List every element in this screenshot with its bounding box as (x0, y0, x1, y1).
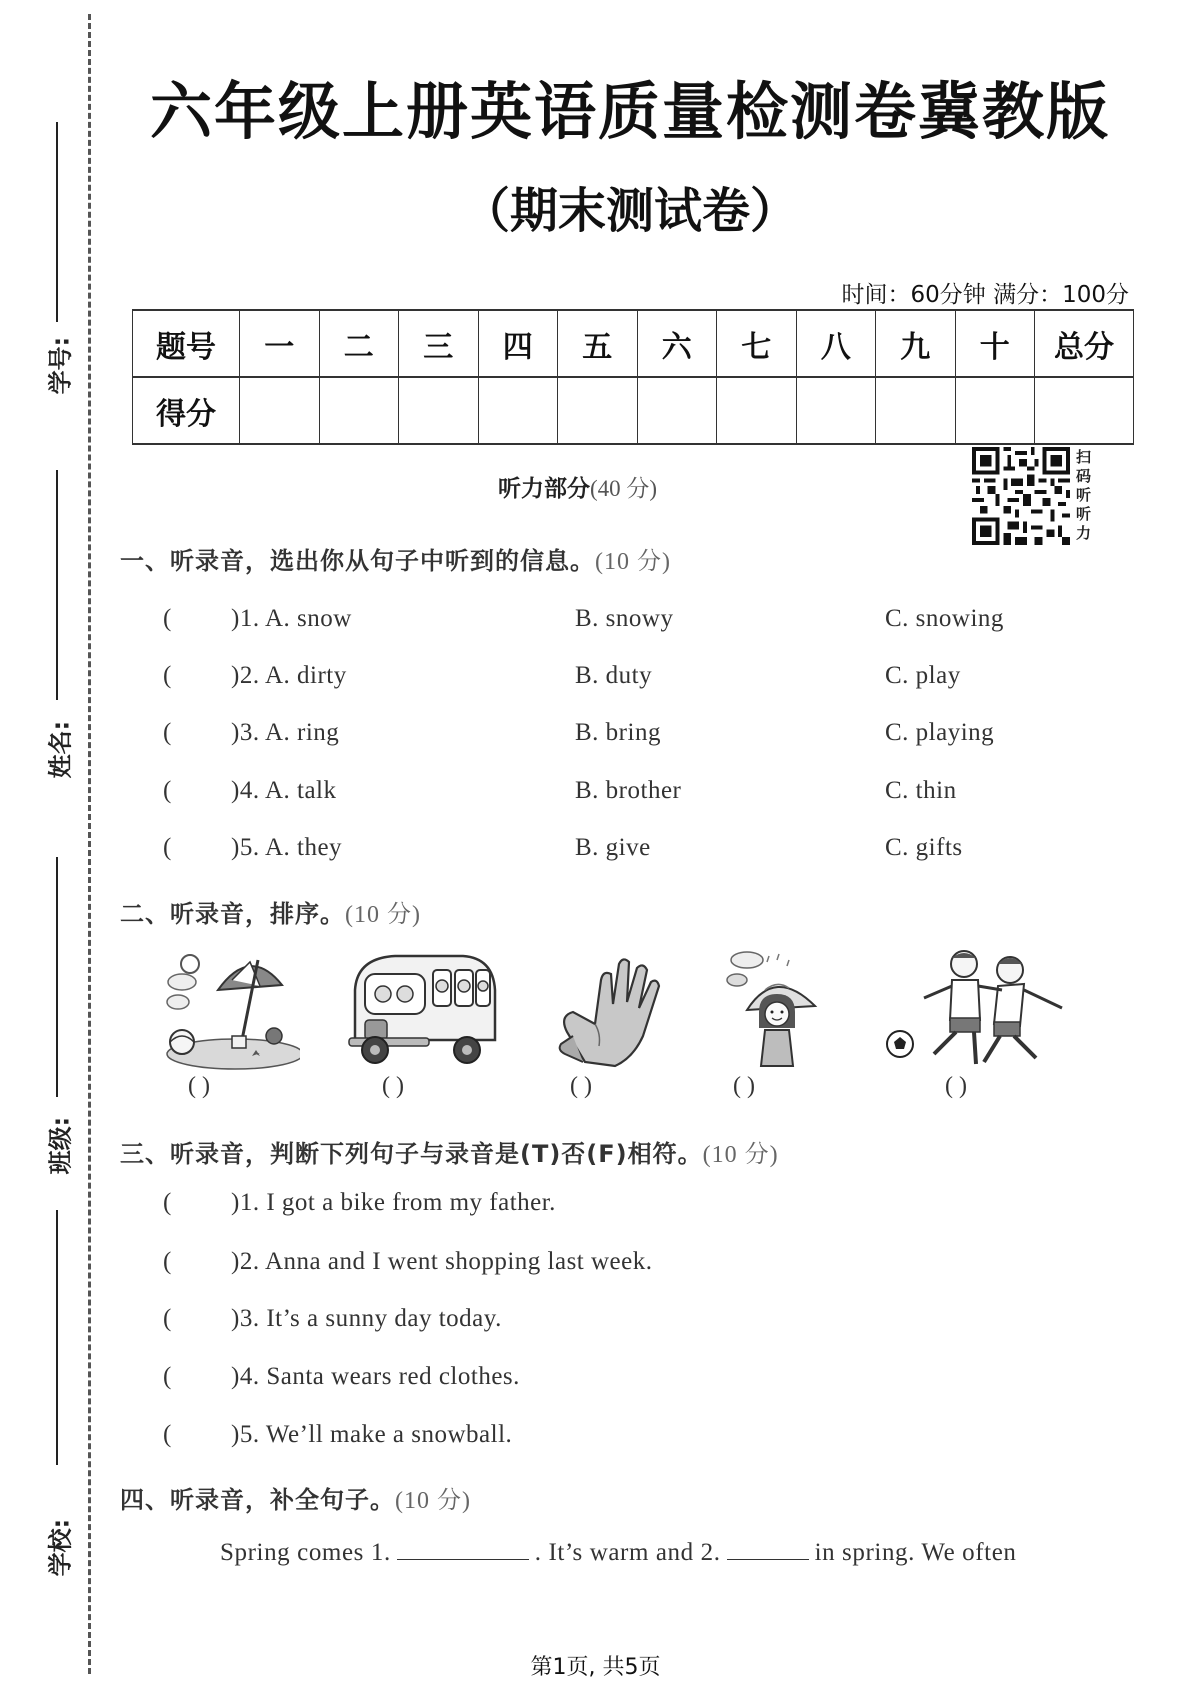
statement-text: )4. Santa wears red clothes. (231, 1363, 520, 1390)
score-cell-total[interactable] (1035, 377, 1134, 444)
statement-text: )3. It’s a sunny day today. (231, 1305, 502, 1332)
picture-3-answer[interactable]: ( ) (570, 1073, 592, 1099)
option-a: )2. A. dirty (231, 662, 347, 689)
section-1-question-2 (0, 662, 1191, 698)
score-cell-10[interactable] (955, 377, 1035, 444)
blank-2-input[interactable] (727, 1537, 809, 1560)
option-b: B. duty (575, 662, 653, 689)
score-cell-2[interactable] (319, 377, 399, 444)
answer-paren[interactable]: ( (163, 1305, 172, 1332)
time-and-score-info: 时间：60分钟 满分：100分 (841, 282, 1129, 308)
answer-paren[interactable]: ( (163, 1421, 172, 1448)
option-c: C. playing (885, 719, 995, 746)
answer-paren[interactable]: ( (163, 1248, 172, 1275)
score-cell-1[interactable] (240, 377, 320, 444)
answer-paren[interactable]: ( (163, 605, 172, 632)
beach-umbrella-icon (160, 950, 300, 1070)
section-2-heading-text: 二、听录音，排序。 (120, 900, 345, 928)
section-2-points: (10 分) (345, 902, 421, 928)
answer-paren[interactable]: ( (163, 1189, 172, 1216)
option-b: B. snowy (575, 605, 674, 632)
student-id-label: 学号: (46, 336, 75, 395)
section-1-heading-text: 一、听录音，选出你从句子中听到的信息。 (120, 547, 595, 575)
column-4: 四 (478, 310, 558, 377)
option-c: C. snowing (885, 605, 1004, 632)
qr-caption: 扫码听听力 (1076, 448, 1092, 542)
section-4-heading-text: 四、听录音，补全句子。 (120, 1486, 395, 1514)
column-total: 总分 (1035, 310, 1134, 377)
option-a: )4. A. talk (231, 777, 337, 804)
column-8: 八 (796, 310, 876, 377)
section-3-heading-text: 三、听录音，判断下列句子与录音是(T)否(F)相符。 (120, 1140, 703, 1168)
section-4-heading (120, 1480, 471, 1515)
picture-4-answer[interactable]: ( ) (733, 1073, 755, 1099)
answer-paren[interactable]: ( (163, 777, 172, 804)
listening-points: (40 分) (590, 476, 658, 501)
option-b: B. brother (575, 777, 682, 804)
section-3-question-5 (0, 1421, 1191, 1457)
class-label: 班级: (46, 1116, 75, 1175)
section-1-question-4 (0, 777, 1191, 813)
score-cell-8[interactable] (796, 377, 876, 444)
row-header-question-number: 题号 (133, 310, 240, 377)
cloze-part-1: Spring comes 1. (220, 1539, 391, 1566)
score-cell-6[interactable] (637, 377, 717, 444)
section-1-heading (120, 541, 671, 576)
cloze-passage (220, 1537, 1017, 1567)
statement-text: )2. Anna and I went shopping last week. (231, 1248, 653, 1275)
option-a: )5. A. they (231, 834, 343, 861)
section-1-question-3 (0, 719, 1191, 755)
section-3-question-1 (0, 1189, 1191, 1225)
picture-2-answer[interactable]: ( ) (382, 1073, 404, 1099)
listening-title-text: 听力部分 (498, 476, 590, 502)
section-3-question-3 (0, 1305, 1191, 1341)
column-9: 九 (876, 310, 956, 377)
option-c: C. play (885, 662, 961, 689)
boys-football-icon (880, 950, 1080, 1070)
class-line (56, 857, 58, 1097)
picture-1-answer[interactable]: ( ) (188, 1073, 210, 1099)
statement-text: )1. I got a bike from my father. (231, 1189, 556, 1216)
gloves-icon (555, 950, 665, 1070)
name-label: 姓名: (46, 720, 75, 779)
option-a: )3. A. ring (231, 719, 340, 746)
section-2-heading (120, 894, 421, 929)
score-cell-3[interactable] (399, 377, 479, 444)
column-1: 一 (240, 310, 320, 377)
section-3-question-4 (0, 1363, 1191, 1399)
score-cell-7[interactable] (717, 377, 797, 444)
option-b: B. give (575, 834, 651, 861)
column-2: 二 (319, 310, 399, 377)
column-6: 六 (637, 310, 717, 377)
option-c: C. thin (885, 777, 957, 804)
section-3-points: (10 分) (702, 1142, 779, 1168)
cloze-part-3: in spring. We often (814, 1539, 1017, 1566)
exam-subtitle: （期末测试卷） (461, 183, 798, 239)
column-10: 十 (955, 310, 1035, 377)
row-header-score: 得分 (133, 377, 240, 444)
section-4-points: (10 分) (395, 1488, 471, 1514)
cloze-part-2: . It’s warm and 2. (534, 1539, 721, 1566)
score-row (133, 377, 1134, 444)
answer-paren[interactable]: ( (163, 719, 172, 746)
statement-text: )5. We’ll make a snowball. (231, 1421, 513, 1448)
listening-part-title (498, 470, 657, 503)
option-a: )1. A. snow (231, 605, 352, 632)
school-bus-icon (345, 950, 500, 1070)
section-3-heading (120, 1134, 779, 1169)
exam-title: 六年级上册英语质量检测卷冀教版 (149, 75, 1110, 148)
question-number-row (133, 310, 1134, 377)
option-c: C. gifts (885, 834, 963, 861)
section-1-question-1 (0, 605, 1191, 641)
student-id-line (56, 122, 58, 322)
column-5: 五 (558, 310, 638, 377)
answer-paren[interactable]: ( (163, 834, 172, 861)
answer-paren[interactable]: ( (163, 1363, 172, 1390)
score-cell-4[interactable] (478, 377, 558, 444)
page-number: 第1页, 共5页 (530, 1655, 661, 1680)
section-1-question-5 (0, 834, 1191, 870)
girl-umbrella-rain-icon (725, 950, 825, 1070)
score-cell-9[interactable] (876, 377, 956, 444)
score-table (132, 309, 1134, 445)
score-cell-5[interactable] (558, 377, 638, 444)
picture-5-answer[interactable]: ( ) (945, 1073, 967, 1099)
section-3-question-2 (0, 1248, 1191, 1284)
qr-code-icon[interactable] (972, 447, 1070, 545)
section-1-points: (10 分) (595, 549, 671, 575)
column-7: 七 (717, 310, 797, 377)
answer-paren[interactable]: ( (163, 662, 172, 689)
option-b: B. bring (575, 719, 661, 746)
column-3: 三 (399, 310, 479, 377)
blank-1-input[interactable] (397, 1537, 529, 1560)
school-label: 学校: (46, 1518, 75, 1577)
